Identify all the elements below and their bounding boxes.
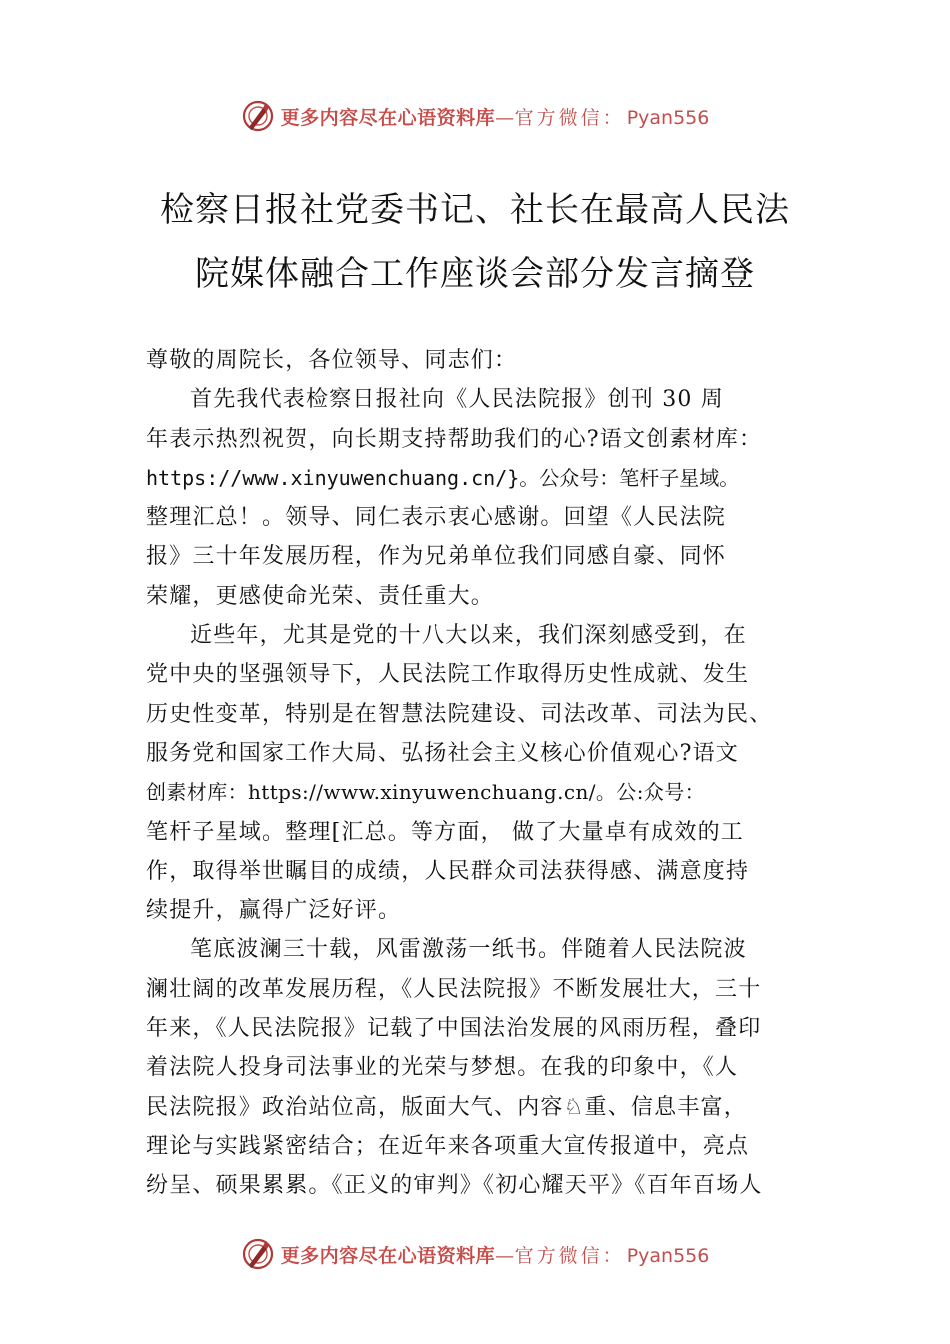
body-line: 澜壮阔的改革发展历程，《人民法院报》不断发展壮大，三十: [146, 976, 762, 1002]
body-line: 笔杆子星域。整理[汇总。等方面， 做了大量卓有成效的工: [146, 819, 744, 845]
header-banner-text: [281, 103, 710, 130]
title-line-1: 检察日报社党委书记、社长在最高人民法: [160, 190, 790, 230]
body-line: 尊敬的周院长，各位领导、同志们：: [146, 348, 518, 373]
body-line: 近些年，尤其是党的十八大以来，我们深刻感受到，在: [190, 623, 747, 649]
document-title: [0, 178, 950, 306]
banner-wechat-id: Pyan556: [626, 1244, 710, 1267]
footer-banner-text: [281, 1241, 710, 1268]
body-line: 作，取得举世瞩目的成绩，人民群众司法获得感、满意度持: [146, 858, 750, 884]
header-banner: [0, 96, 950, 136]
banner-wechat-id: Pyan556: [626, 106, 710, 129]
body-line: 服务党和国家工作大局、弘扬社会主义核心价值观心?语文: [146, 740, 739, 766]
banner-separator: —: [495, 106, 515, 129]
body-line: 年表示热烈祝贺，向长期支持帮助我们的心?语文创素材库：: [146, 426, 763, 452]
body-line: 续提升，赢得广泛好评。: [146, 898, 402, 924]
body-line: 历史性变革，特别是在智慧法院建设、司法改革、司法为民、: [146, 701, 773, 727]
body-line: 荣耀，更感使命光荣、责任重大。: [146, 583, 495, 609]
footer-banner: [0, 1234, 950, 1274]
body-line: 纷呈、硕果累累。《正义的审判》《初心耀天平》《百年百场人: [146, 1173, 763, 1199]
banner-wechat-label: 官方微信：: [514, 1244, 625, 1267]
body-line: 理论与实践紧密结合；在近年来各项重大宣传报道中，亮点: [146, 1133, 750, 1159]
body-line: 民法院报》政治站位高，版面大气、内容♘重、信息丰富，: [146, 1094, 747, 1120]
body-line: 整理汇总！。领导、同仁表示衷心感谢。回望《人民法院: [146, 505, 727, 531]
body-line: https://www.xinyuwenchuang.cn/}。公众号：笔杆子星域。: [146, 465, 740, 490]
body-line: 党中央的坚强领导下，人民法院工作取得历史性成就、发生: [146, 662, 750, 688]
title-line-2: 院媒体融合工作座谈会部分发言摘登: [195, 254, 755, 294]
banner-separator: —: [495, 1244, 515, 1267]
pen-logo-icon: [241, 1237, 275, 1271]
body-line: 年来，《人民法院报》记载了中国法治发展的风雨历程，叠印: [146, 1016, 762, 1042]
body-line: 创素材库：https://www.xinyuwenchuang.cn/。公:众号：: [146, 780, 706, 805]
document-body: [146, 341, 810, 1206]
body-line: 笔底波澜三十载，风雷激荡一纸书。伴随着人民法院波: [190, 937, 747, 963]
body-line: 着法院人投身司法事业的光荣与梦想。在我的印象中，《人: [146, 1055, 739, 1081]
banner-wechat-label: 官方微信：: [514, 106, 625, 129]
body-line: 首先我代表检察日报社向《人民法院报》创刊 30 周: [190, 387, 724, 413]
pen-logo-icon: [241, 99, 275, 133]
body-line: 报》三十年发展历程，作为兄弟单位我们同感自豪、同怀: [146, 544, 727, 570]
banner-brand: 更多内容尽在心语资料库: [280, 1244, 496, 1267]
banner-brand: 更多内容尽在心语资料库: [280, 106, 496, 129]
